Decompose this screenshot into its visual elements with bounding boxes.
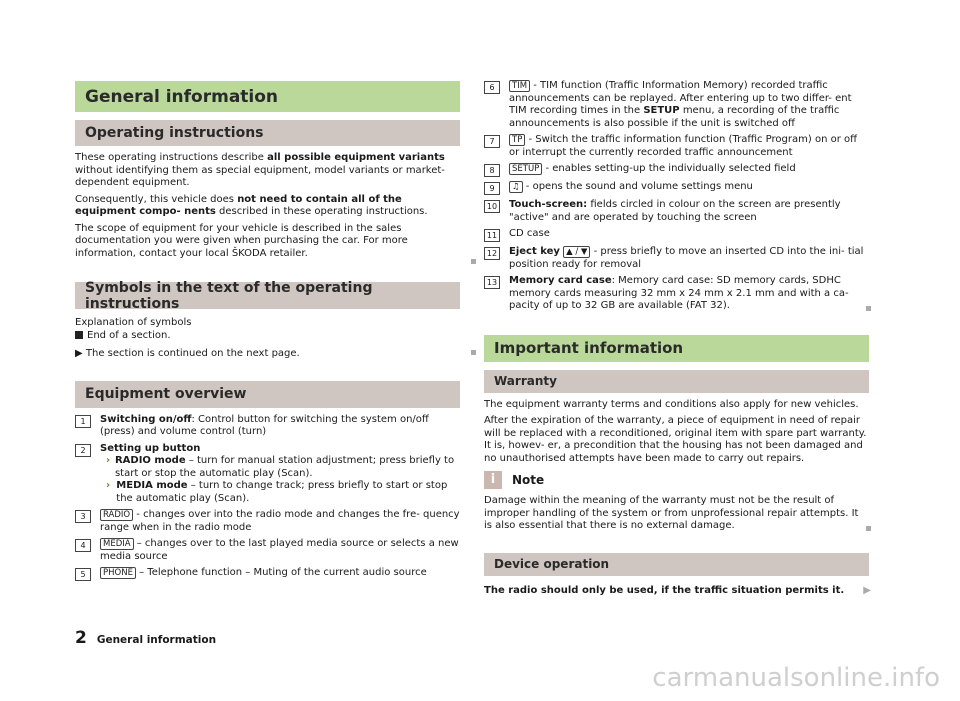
page-footer bbox=[75, 628, 216, 648]
right-column bbox=[484, 80, 869, 601]
item-number: 11 bbox=[484, 229, 500, 242]
end-of-section-icon bbox=[471, 350, 476, 355]
phone-key: PHONE bbox=[100, 567, 136, 579]
op-paragraph-1: These operating instructions describe all possible equipment variants without identifying them as special equipment, model variants or market-dependent equipment. bbox=[75, 152, 445, 188]
list-item: 4 MEDIA – changes over to the last played media source or selects a new media source bbox=[75, 538, 460, 563]
symbols-continued: ▶ The section is continued on the next page. bbox=[75, 348, 460, 361]
list-item: 5 PHONE – Telephone function – Muting of the current audio source bbox=[75, 567, 460, 581]
end-of-section-icon bbox=[866, 306, 871, 311]
tp-key: TP bbox=[509, 134, 525, 146]
item-number: 9 bbox=[484, 182, 500, 195]
heading-operating-instructions: Operating instructions bbox=[75, 120, 460, 146]
symbols-explanation: Explanation of symbols End of a section. bbox=[75, 317, 192, 341]
heading-device-operation: Device operation bbox=[484, 553, 869, 576]
arrow-right-icon: ▶ bbox=[75, 348, 86, 359]
warranty-paragraph-1: The equipment warranty terms and conditions also apply for new vehicles. bbox=[484, 398, 859, 410]
footer-title: General information bbox=[96, 634, 217, 646]
list-item: 7 TP - Switch the traffic information function (Traffic Program) on or off or interrupt the currently recorded traffic announcement bbox=[484, 134, 869, 159]
list-item: 2 Setting up button › RADIO mode – turn for manual station adjustment; press briefly to start or stop the automatic play (Scan). › MEDIA mode – turn to change track; press briefly to start or stop the automatic play (Scan). bbox=[75, 443, 460, 506]
setup-key: SETUP bbox=[509, 163, 542, 175]
heading-equipment-overview: Equipment overview bbox=[75, 381, 460, 408]
item-number: 7 bbox=[484, 135, 500, 148]
item-number: 8 bbox=[484, 164, 500, 177]
left-column bbox=[75, 81, 460, 585]
item-number: 1 bbox=[75, 415, 91, 428]
item-number: 10 bbox=[484, 200, 500, 213]
item-number: 6 bbox=[484, 81, 500, 94]
item-number: 2 bbox=[75, 444, 91, 457]
list-item: 10 Touch-screen: fields circled in colour on the screen are presently "active" and are operated by touching the screen bbox=[484, 199, 869, 224]
list-item: 13 Memory card case: Memory card case: SD memory cards, SDHC memory cards measuring 32 mm x 24 mm x 2.1 mm and with a ca- pacity of up to 32 GB are available (FAT 32). bbox=[484, 275, 869, 313]
list-item: 9 ♫ - opens the sound and volume settings menu bbox=[484, 181, 869, 195]
item-number: 12 bbox=[484, 247, 500, 260]
list-item: 8 SETUP - enables setting-up the individually selected field bbox=[484, 163, 869, 177]
sound-key-icon: ♫ bbox=[509, 181, 523, 193]
list-item: 12 Eject key ▲ / ▼ - press briefly to move an inserted CD into the ini- tial position ready for removal bbox=[484, 246, 869, 271]
item-number: 4 bbox=[75, 539, 91, 552]
heading-warranty: Warranty bbox=[484, 370, 869, 393]
op-paragraph-2: Consequently, this vehicle does not need to contain all of the equipment compo- nents described in these operating instructions. bbox=[75, 193, 428, 217]
list-item: 6 TIM - TIM function (Traffic Information Memory) recorded traffic announcements can be replayed. After entering up to two differ- ent TIM recording times in the SETUP menu, a recording of the traffic announcements is also possible if the unit is switched off bbox=[484, 80, 869, 130]
arrow-right-icon: ▶ bbox=[863, 584, 871, 596]
end-of-section-icon bbox=[75, 331, 83, 339]
section-title-important: Important information bbox=[484, 335, 869, 362]
chevron-right-icon: › bbox=[106, 480, 111, 491]
eject-key-icon: ▲ / ▼ bbox=[563, 246, 590, 258]
warranty-paragraph-2: After the expiration of the warranty, a piece of equipment in need of repair will be replaced with a reconditioned, original item with spare part warranty. It is, howev- er, a precondition that the housing has not been damaged and no unauthorised attempts have been made to carry out repairs. bbox=[484, 415, 867, 464]
note-text: Damage within the meaning of the warranty must not be the result of improper handling of the system or from unprofessional repair attempts. It is also essential that there is no external damage. bbox=[484, 495, 869, 533]
end-of-section-icon bbox=[866, 526, 871, 531]
item-number: 3 bbox=[75, 510, 91, 523]
tim-key: TIM bbox=[509, 80, 530, 92]
watermark: carmanualsonline.info bbox=[652, 663, 940, 693]
item-number: 13 bbox=[484, 276, 500, 289]
end-of-section-icon bbox=[471, 259, 476, 264]
op-paragraph-3: The scope of equipment for your vehicle is described in the sales documentation you were given when purchasing the car. For more information, contact your local ŠKODA retailer. bbox=[75, 223, 460, 261]
item-number: 5 bbox=[75, 568, 91, 581]
info-icon: i bbox=[484, 471, 502, 489]
list-item: 11 CD case bbox=[484, 228, 869, 242]
chevron-right-icon: › bbox=[106, 455, 111, 466]
heading-symbols: Symbols in the text of the operating instructions bbox=[75, 282, 460, 309]
media-key: MEDIA bbox=[100, 538, 134, 550]
page-number: 2 bbox=[75, 628, 87, 648]
list-item: 3 RADIO - changes over into the radio mode and changes the fre- quency range when in the radio mode bbox=[75, 509, 460, 534]
radio-key: RADIO bbox=[100, 509, 133, 521]
list-item: 1 Switching on/off: Control button for switching the system on/off (press) and volume control (turn) bbox=[75, 414, 460, 439]
device-operation-text: The radio should only be used, if the traffic situation permits it. ▶ bbox=[484, 584, 871, 596]
section-title-general: General information bbox=[75, 81, 460, 112]
note-heading: i Note bbox=[484, 471, 869, 489]
